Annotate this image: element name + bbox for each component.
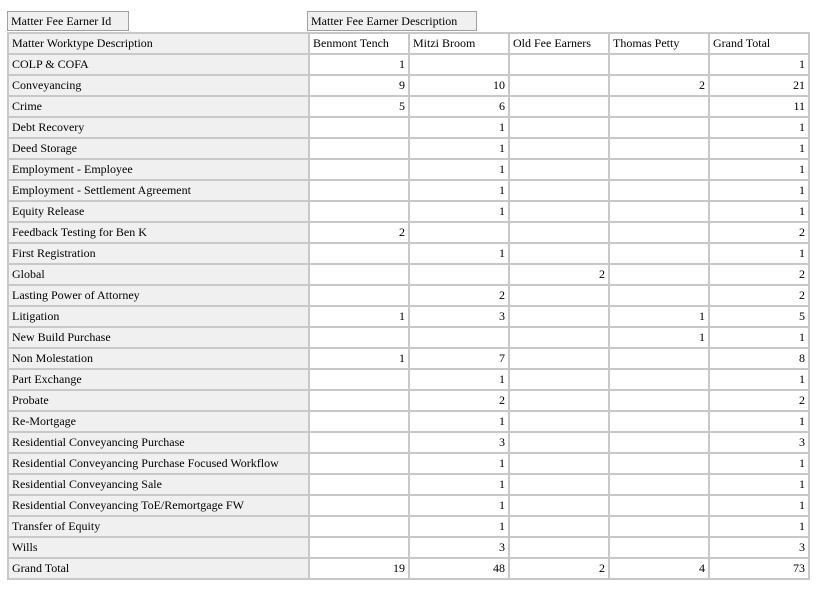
value-cell[interactable]: [609, 411, 709, 432]
value-cell[interactable]: [309, 516, 409, 537]
row-label[interactable]: Employment - Employee: [8, 159, 309, 180]
value-cell[interactable]: 1: [409, 411, 509, 432]
value-cell[interactable]: 1: [409, 201, 509, 222]
row-label[interactable]: Global: [8, 264, 309, 285]
value-cell[interactable]: 1: [609, 327, 709, 348]
value-cell[interactable]: 9: [309, 75, 409, 96]
row-label[interactable]: Part Exchange: [8, 369, 309, 390]
value-cell[interactable]: 1: [409, 516, 509, 537]
row-label[interactable]: Litigation: [8, 306, 309, 327]
row-label[interactable]: Deed Storage: [8, 138, 309, 159]
value-cell[interactable]: [309, 495, 409, 516]
row-label[interactable]: Probate: [8, 390, 309, 411]
value-cell[interactable]: [609, 369, 709, 390]
value-cell[interactable]: 1: [409, 159, 509, 180]
value-cell[interactable]: [309, 285, 409, 306]
column-field-filter[interactable]: Matter Fee Earner Description: [307, 11, 477, 31]
value-cell[interactable]: 1: [709, 117, 809, 138]
table-row: [8, 222, 809, 243]
value-cell[interactable]: [609, 348, 709, 369]
pivot-header-row: [8, 33, 809, 54]
table-row: [8, 117, 809, 138]
value-cell[interactable]: [509, 369, 609, 390]
value-cell[interactable]: 19: [309, 558, 409, 579]
table-row: [8, 201, 809, 222]
value-cell[interactable]: 1: [709, 369, 809, 390]
value-cell[interactable]: 2: [709, 285, 809, 306]
value-cell[interactable]: [309, 369, 409, 390]
table-row: [8, 180, 809, 201]
value-cell[interactable]: [509, 201, 609, 222]
row-label[interactable]: Conveyancing: [8, 75, 309, 96]
pivot-table: [7, 32, 810, 580]
row-header[interactable]: Matter Worktype Description: [8, 33, 309, 54]
value-cell[interactable]: 1: [709, 180, 809, 201]
value-cell[interactable]: [509, 96, 609, 117]
row-label[interactable]: Lasting Power of Attorney: [8, 285, 309, 306]
table-row: [8, 285, 809, 306]
value-cell[interactable]: [609, 285, 709, 306]
value-cell[interactable]: [309, 243, 409, 264]
value-cell[interactable]: [509, 432, 609, 453]
value-cell[interactable]: [409, 222, 509, 243]
value-cell[interactable]: 1: [709, 54, 809, 75]
row-label[interactable]: Feedback Testing for Ben K: [8, 222, 309, 243]
value-cell[interactable]: [609, 222, 709, 243]
value-cell[interactable]: [609, 201, 709, 222]
value-cell[interactable]: [609, 516, 709, 537]
value-cell[interactable]: [309, 264, 409, 285]
row-label[interactable]: Non Molestation: [8, 348, 309, 369]
row-label[interactable]: Employment - Settlement Agreement: [8, 180, 309, 201]
value-cell[interactable]: 2: [509, 264, 609, 285]
value-cell[interactable]: 2: [709, 222, 809, 243]
value-cell[interactable]: 1: [409, 474, 509, 495]
value-cell[interactable]: 2: [609, 75, 709, 96]
value-cell[interactable]: 5: [709, 306, 809, 327]
value-cell[interactable]: 3: [409, 306, 509, 327]
table-row: [8, 75, 809, 96]
value-cell[interactable]: [409, 54, 509, 75]
value-cell[interactable]: 2: [409, 390, 509, 411]
value-cell[interactable]: 3: [409, 432, 509, 453]
value-cell[interactable]: [309, 537, 409, 558]
value-cell[interactable]: [309, 201, 409, 222]
value-cell[interactable]: 1: [409, 138, 509, 159]
row-label[interactable]: Crime: [8, 96, 309, 117]
grand-total-label[interactable]: Grand Total: [8, 558, 309, 579]
row-label[interactable]: Re-Mortgage: [8, 411, 309, 432]
value-cell[interactable]: [309, 180, 409, 201]
value-cell[interactable]: 1: [709, 516, 809, 537]
value-cell[interactable]: [509, 138, 609, 159]
row-label[interactable]: New Build Purchase: [8, 327, 309, 348]
table-row: [8, 474, 809, 495]
value-cell[interactable]: [409, 327, 509, 348]
row-label[interactable]: Residential Conveyancing Purchase: [8, 432, 309, 453]
value-cell[interactable]: [509, 390, 609, 411]
row-label[interactable]: First Registration: [8, 243, 309, 264]
value-cell[interactable]: 2: [409, 285, 509, 306]
value-cell[interactable]: [609, 537, 709, 558]
value-cell[interactable]: [609, 495, 709, 516]
table-row: [8, 453, 809, 474]
value-cell[interactable]: [309, 432, 409, 453]
column-header[interactable]: Benmont Tench: [309, 33, 409, 54]
table-row: [8, 390, 809, 411]
value-cell[interactable]: [609, 96, 709, 117]
value-cell[interactable]: [609, 432, 709, 453]
value-cell[interactable]: 1: [709, 138, 809, 159]
value-cell[interactable]: [309, 138, 409, 159]
value-cell[interactable]: [509, 222, 609, 243]
row-label[interactable]: Wills: [8, 537, 309, 558]
value-cell[interactable]: [509, 54, 609, 75]
value-cell[interactable]: [509, 474, 609, 495]
column-header[interactable]: Grand Total: [709, 33, 809, 54]
row-label[interactable]: Residential Conveyancing Sale: [8, 474, 309, 495]
value-cell[interactable]: [509, 537, 609, 558]
value-cell[interactable]: [509, 117, 609, 138]
value-cell[interactable]: 2: [509, 558, 609, 579]
value-cell[interactable]: 1: [409, 369, 509, 390]
value-cell[interactable]: [409, 264, 509, 285]
value-cell[interactable]: 2: [709, 390, 809, 411]
value-cell[interactable]: [609, 159, 709, 180]
table-row: [8, 348, 809, 369]
table-row: [8, 495, 809, 516]
value-cell[interactable]: 1: [709, 201, 809, 222]
value-cell[interactable]: 2: [709, 264, 809, 285]
value-cell[interactable]: 11: [709, 96, 809, 117]
value-cell[interactable]: [509, 495, 609, 516]
value-cell[interactable]: [509, 516, 609, 537]
value-cell[interactable]: 1: [709, 474, 809, 495]
value-cell[interactable]: [509, 75, 609, 96]
value-cell[interactable]: [609, 117, 709, 138]
value-cell[interactable]: 1: [709, 495, 809, 516]
table-row: [8, 369, 809, 390]
value-cell[interactable]: 3: [709, 432, 809, 453]
row-label[interactable]: Residential Conveyancing Purchase Focused Workflow: [8, 453, 309, 474]
value-cell[interactable]: 1: [409, 453, 509, 474]
row-label[interactable]: Debt Recovery: [8, 117, 309, 138]
value-cell[interactable]: 1: [409, 243, 509, 264]
value-cell[interactable]: [509, 306, 609, 327]
table-row: [8, 306, 809, 327]
value-cell[interactable]: [609, 180, 709, 201]
row-label[interactable]: Equity Release: [8, 201, 309, 222]
value-cell[interactable]: 1: [709, 411, 809, 432]
value-cell[interactable]: [509, 411, 609, 432]
value-cell[interactable]: [509, 327, 609, 348]
table-row: [8, 96, 809, 117]
value-cell[interactable]: [509, 180, 609, 201]
value-cell[interactable]: [509, 348, 609, 369]
table-row: [8, 54, 809, 75]
value-cell[interactable]: [609, 474, 709, 495]
value-cell[interactable]: [609, 138, 709, 159]
value-cell[interactable]: 1: [709, 453, 809, 474]
table-row: [8, 411, 809, 432]
table-row: [8, 138, 809, 159]
column-header[interactable]: Thomas Petty: [609, 33, 709, 54]
value-cell[interactable]: 1: [709, 243, 809, 264]
value-cell[interactable]: 1: [309, 306, 409, 327]
value-cell[interactable]: 1: [309, 348, 409, 369]
table-row: [8, 537, 809, 558]
table-row: [8, 327, 809, 348]
value-cell[interactable]: 1: [409, 495, 509, 516]
table-row: [8, 516, 809, 537]
value-cell[interactable]: 6: [409, 96, 509, 117]
value-cell[interactable]: 5: [309, 96, 409, 117]
value-cell[interactable]: 1: [709, 159, 809, 180]
column-header[interactable]: Mitzi Broom: [409, 33, 509, 54]
value-cell[interactable]: 21: [709, 75, 809, 96]
table-row: [8, 243, 809, 264]
value-cell[interactable]: [509, 243, 609, 264]
grand-total-row: [8, 558, 809, 579]
value-cell[interactable]: 1: [409, 117, 509, 138]
value-cell[interactable]: 1: [709, 327, 809, 348]
value-cell[interactable]: [609, 54, 709, 75]
value-cell[interactable]: [309, 474, 409, 495]
value-cell[interactable]: [509, 159, 609, 180]
value-cell[interactable]: 73: [709, 558, 809, 579]
value-cell[interactable]: 3: [709, 537, 809, 558]
row-label[interactable]: COLP & COFA: [8, 54, 309, 75]
value-cell[interactable]: [309, 390, 409, 411]
value-cell[interactable]: 7: [409, 348, 509, 369]
value-cell[interactable]: 1: [409, 180, 509, 201]
row-label[interactable]: Transfer of Equity: [8, 516, 309, 537]
value-cell[interactable]: 10: [409, 75, 509, 96]
value-cell[interactable]: 1: [309, 54, 409, 75]
value-cell[interactable]: [309, 327, 409, 348]
value-cell[interactable]: [309, 453, 409, 474]
value-cell[interactable]: [609, 390, 709, 411]
row-field-filter[interactable]: Matter Fee Earner Id: [7, 11, 129, 31]
value-cell[interactable]: [309, 411, 409, 432]
value-cell[interactable]: 1: [609, 306, 709, 327]
value-cell[interactable]: [509, 285, 609, 306]
value-cell[interactable]: [309, 159, 409, 180]
value-cell[interactable]: 8: [709, 348, 809, 369]
value-cell[interactable]: [609, 453, 709, 474]
value-cell[interactable]: [609, 243, 709, 264]
table-row: [8, 432, 809, 453]
table-row: [8, 264, 809, 285]
table-row: [8, 159, 809, 180]
value-cell[interactable]: 48: [409, 558, 509, 579]
value-cell[interactable]: [509, 453, 609, 474]
column-header[interactable]: Old Fee Earners: [509, 33, 609, 54]
value-cell[interactable]: [609, 264, 709, 285]
value-cell[interactable]: 2: [309, 222, 409, 243]
value-cell[interactable]: 3: [409, 537, 509, 558]
value-cell[interactable]: 4: [609, 558, 709, 579]
value-cell[interactable]: [309, 117, 409, 138]
row-label[interactable]: Residential Conveyancing ToE/Remortgage FW: [8, 495, 309, 516]
